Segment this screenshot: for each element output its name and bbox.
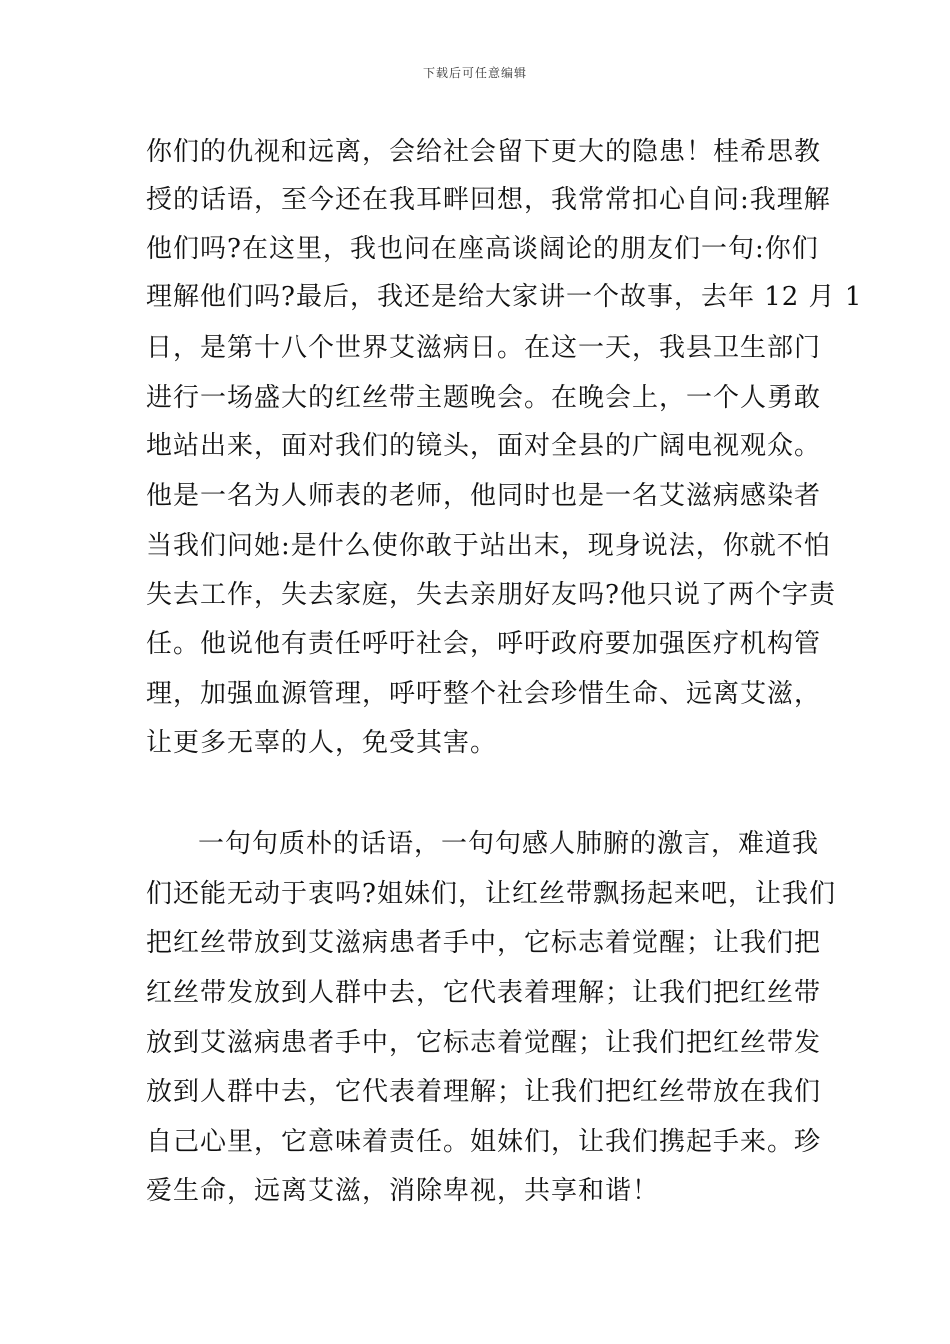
text-line: 把红丝带放到艾滋病患者手中，它标志着觉醒；让我们把 <box>146 928 822 958</box>
text-line: 们还能无动于衷吗?姐妹们，让红丝带飘扬起来吧，让我们 <box>146 879 836 909</box>
text-line: 当我们问她:是什么使你敢于站出末，现身说法，你就不怕 <box>146 531 831 561</box>
text-line: 他是一名为人师表的老师，他同时也是一名艾滋病感染者 <box>146 481 822 511</box>
text-line: 爱生命，远离艾滋，消除卑视，共享和谐！ <box>146 1176 660 1206</box>
text-line: 失去工作，失去家庭，失去亲朋好友吗?他只说了两个字责 <box>146 580 836 610</box>
text-line: 理解他们吗?最后，我还是给大家讲一个故事，去年 12 月 1 <box>146 282 863 312</box>
text-line: 授的话语，至今还在我耳畔回想，我常常扣心自问:我理解 <box>146 185 831 215</box>
page-header: 下载后可任意编辑 <box>422 66 527 80</box>
text-line: 自己心里，它意味着责任。姐妹们，让我们携起手来。珍 <box>146 1127 822 1157</box>
text-line: 进行一场盛大的红丝带主题晚会。在晚会上，一个人勇敢 <box>146 383 822 413</box>
text-line: 红丝带发放到人群中去，它代表着理解；让我们把红丝带 <box>146 978 822 1008</box>
text-line: 放到人群中去，它代表着理解；让我们把红丝带放在我们 <box>146 1077 822 1107</box>
text-line: 理，加强血源管理，呼吁整个社会珍惜生命、远离艾滋， <box>146 679 822 709</box>
text-line: 放到艾滋病患者手中，它标志着觉醒；让我们把红丝带发 <box>146 1028 822 1058</box>
text-line: 任。他说他有责任呼吁社会，呼吁政府要加强医疗机构管 <box>146 629 822 659</box>
text-line: 一句句质朴的话语，一句句感人肺腑的激言，难道我 <box>198 829 820 859</box>
text-line: 地站出来，面对我们的镜头，面对全县的广阔电视观众。 <box>146 431 822 461</box>
text-line: 他们吗?在这里，我也问在座高谈阔论的朋友们一句:你们 <box>146 234 819 264</box>
text-line: 让更多无辜的人，免受其害。 <box>146 728 498 758</box>
text-line: 你们的仇视和远离，会给社会留下更大的隐患！桂希思教 <box>146 137 822 167</box>
text-line: 日，是第十八个世界艾滋病日。在这一天，我县卫生部门 <box>146 333 822 363</box>
